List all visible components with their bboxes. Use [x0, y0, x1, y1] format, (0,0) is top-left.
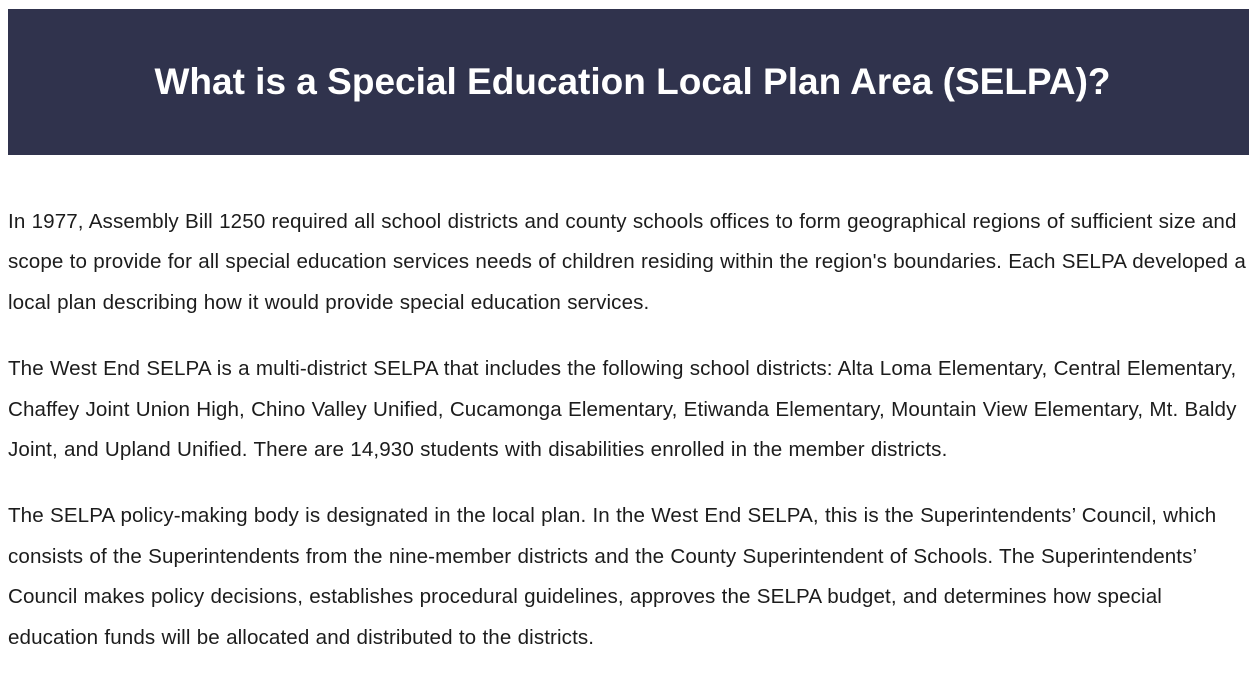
- paragraph-member-districts: The West End SELPA is a multi-district SELPA that includes the following school districts: Alta Loma Elementary, Central Elementary, Chaffey Joint Union High, Chino Valley Unified, Cucamonga Elementary, Etiwanda Elementary, Mountain View Elementary, Mt. Baldy Joint, and Upland Unified. There are 14,930 students with disabilities enrolled in the member districts.: [8, 357, 1237, 462]
- paragraph-policy-body: The SELPA policy-making body is designated in the local plan. In the West End SELPA, this is the Superintendents’ Council, which consists of the Superintendents from the nine-member districts and the County Superintendent of Schools. The Superintendents’ Council makes policy decisions, establishes procedural guidelines, approves the SELPA budget, and determines how special education funds will be allocated and distributed to the districts.: [8, 504, 1217, 649]
- page-title: What is a Special Education Local Plan Area (SELPA)?: [154, 60, 1111, 102]
- page-content: [8, 9, 1249, 684]
- title-banner: [8, 9, 1249, 155]
- paragraph-history: In 1977, Assembly Bill 1250 required all school districts and county schools offices to form geographical regions of sufficient size and scope to provide for all special education services needs of children residing within the region's boundaries. Each SELPA developed a local plan describing how it would provide special education services.: [8, 210, 1246, 314]
- article-body: [8, 155, 1249, 658]
